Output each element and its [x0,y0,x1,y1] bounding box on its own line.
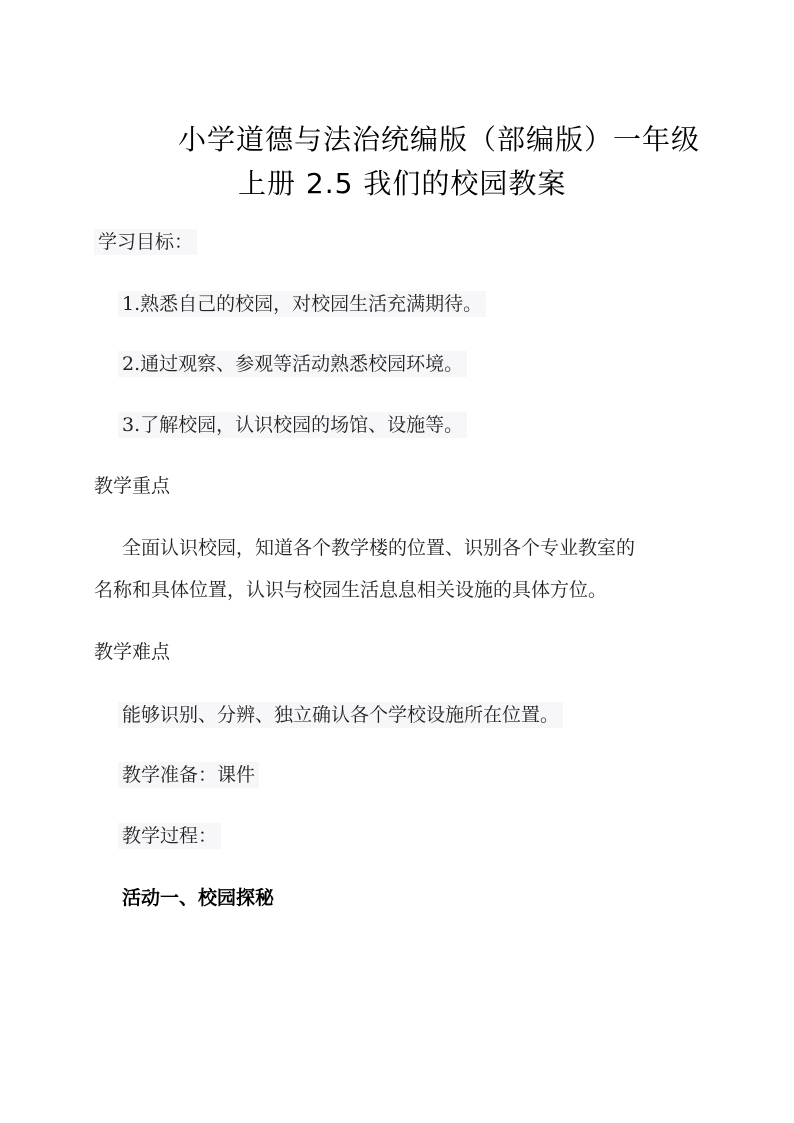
key-points-heading: 教学重点 [94,475,171,497]
difficulties-heading: 教学难点 [94,641,171,663]
document-title-line-2: 上册 2.5 我们的校园教案 [238,167,567,200]
objective-item [118,411,467,439]
process-heading-wrap [118,822,221,850]
key-points-line-2: 名称和具体位置，认识与校园生活息息相关设施的具体方位。 [94,579,608,601]
objectives-heading [94,228,197,256]
preparation-wrap [118,761,259,789]
objective-item-3: 3.了解校园，认识校园的场馆、设施等。 [118,412,467,438]
objective-item-2: 2.通过观察、参观等活动熟悉校园环境。 [118,351,467,377]
objective-item [118,350,467,378]
difficulties-text-wrap [118,701,563,729]
objective-item [118,290,486,318]
difficulties-text: 能够识别、分辨、独立确认各个学校设施所在位置。 [118,702,563,728]
key-points-line-1: 全面认识校园，知道各个教学楼的位置、识别各个专业教室的 [122,537,636,559]
objective-item-1: 1.熟悉自己的校园，对校园生活充满期待。 [118,291,486,317]
objectives-heading-text: 学习目标： [94,229,197,255]
process-heading: 教学过程： [118,823,221,849]
activity-one-heading: 活动一、校园探秘 [122,887,275,909]
document-title-line-1: 小学道德与法治统编版（部编版）一年级 [178,123,701,156]
preparation-text: 教学准备：课件 [118,762,259,788]
